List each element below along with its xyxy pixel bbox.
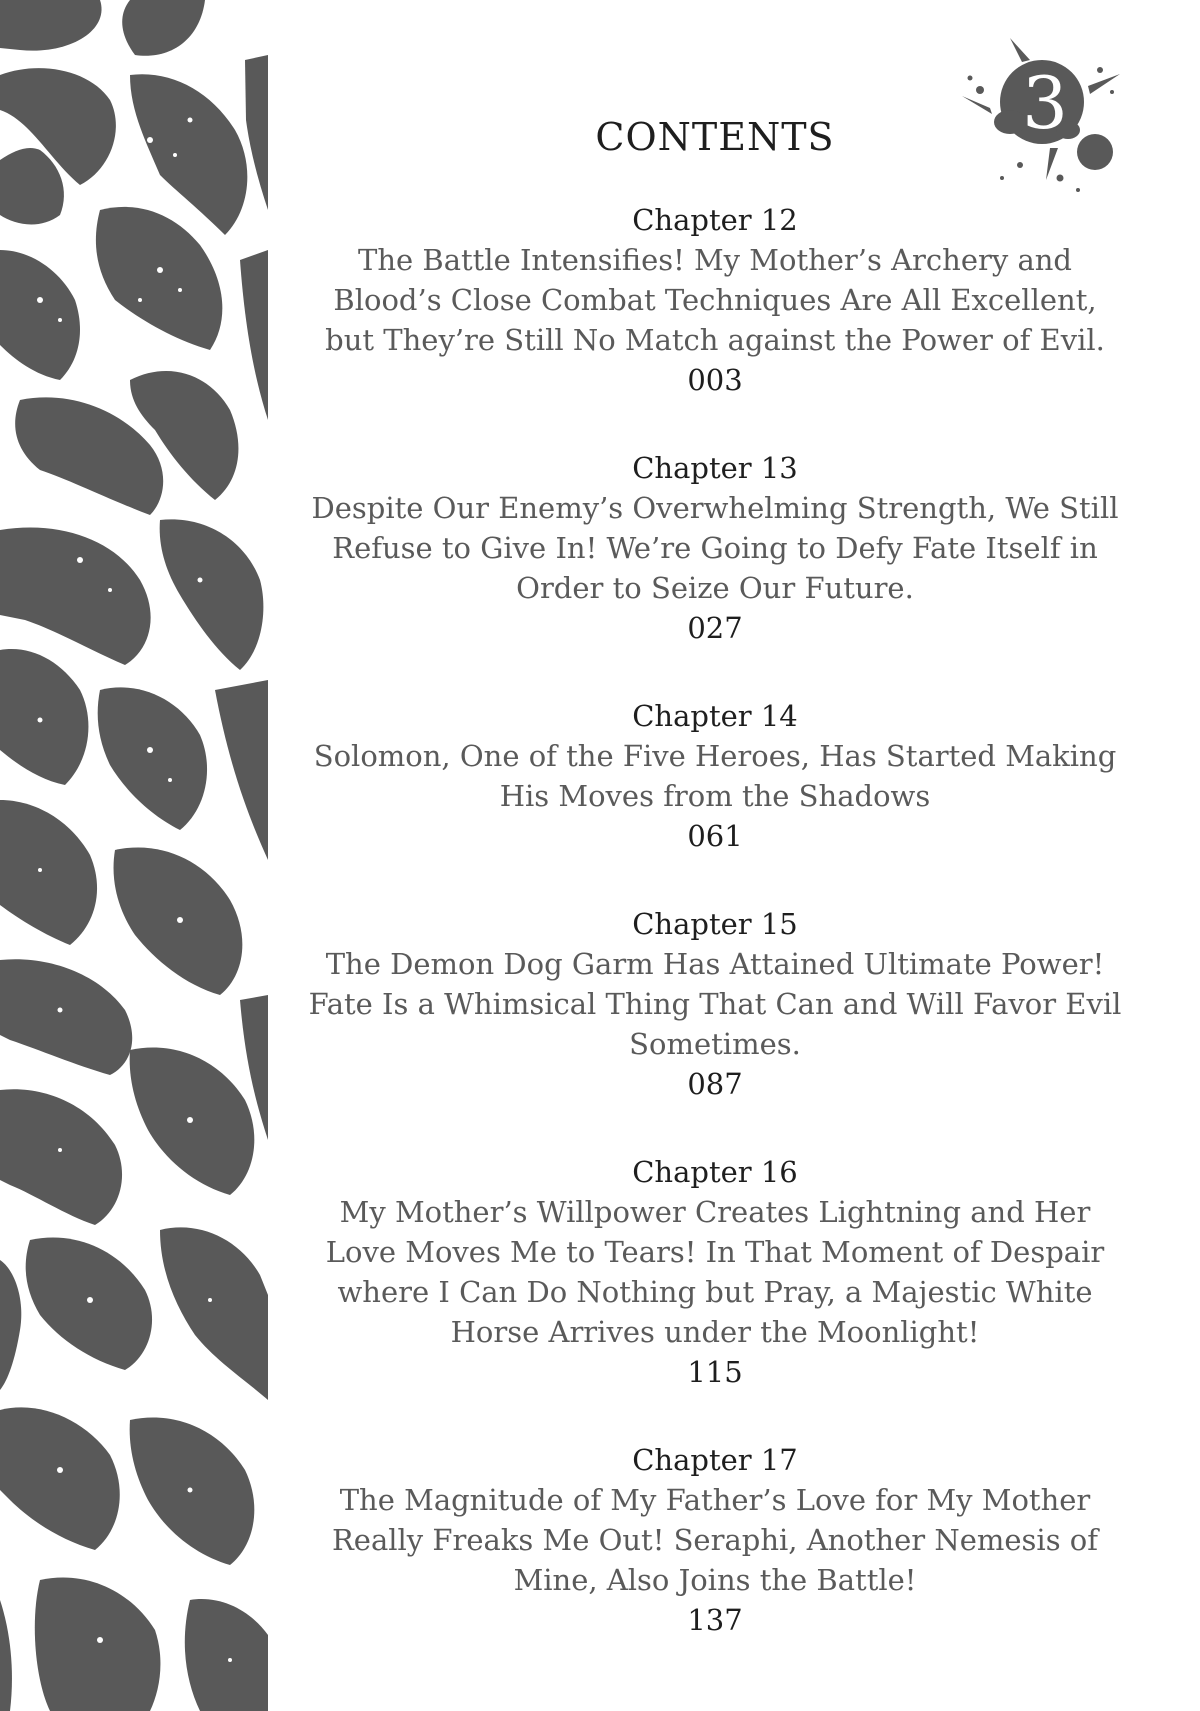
table-of-contents <box>300 200 1130 1640</box>
chapter-title: The Magnitude of My Father’s Love for My Mother Really Freaks Me Out! Seraphi, Another Nemesis of Mine, Also Joins the Battle! <box>331 1483 1099 1597</box>
page-number: 061 <box>687 819 743 853</box>
toc-entry[interactable] <box>300 200 1130 400</box>
toc-entry[interactable] <box>300 1440 1130 1640</box>
page-number: 115 <box>687 1355 743 1389</box>
chapter-title: The Battle Intensifies! My Mother’s Archery and Blood’s Close Combat Techniques Are All Excellent, but They’re Still No Match against the Power of Evil. <box>325 243 1105 357</box>
chapter-label: Chapter 13 <box>632 451 798 485</box>
chapter-label: Chapter 12 <box>632 203 798 237</box>
page-number: 027 <box>687 611 743 645</box>
page-number: 003 <box>687 363 743 397</box>
chapter-label: Chapter 17 <box>632 1443 798 1477</box>
page-number: 087 <box>687 1067 743 1101</box>
toc-entry[interactable] <box>300 448 1130 648</box>
chapter-title: Despite Our Enemy’s Overwhelming Strength, We Still Refuse to Give In! We’re Going to Defy Fate Itself in Order to Seize Our Future. <box>311 491 1119 605</box>
chapter-title: The Demon Dog Garm Has Attained Ultimate Power! Fate Is a Whimsical Thing That Can and Will Favor Evil Sometimes. <box>308 947 1122 1061</box>
toc-entry[interactable] <box>300 1152 1130 1392</box>
page-title: CONTENTS <box>595 115 835 159</box>
rose-pattern-decoration <box>0 0 268 1711</box>
toc-entry[interactable] <box>300 696 1130 856</box>
chapter-label: Chapter 16 <box>632 1155 798 1189</box>
chapter-title: Solomon, One of the Five Heroes, Has Started Making His Moves from the Shadows <box>313 739 1117 813</box>
chapter-title: My Mother’s Willpower Creates Lightning and Her Love Moves Me to Tears! In That Moment of Despair where I Can Do Nothing but Pray, a Majestic White Horse Arrives under the Moonlight! <box>325 1195 1105 1349</box>
page-number: 137 <box>687 1603 743 1637</box>
volume-number: 3 <box>1022 61 1068 145</box>
rose-pattern-icon <box>0 0 268 1711</box>
toc-entry[interactable] <box>300 904 1130 1104</box>
chapter-label: Chapter 14 <box>632 699 798 733</box>
chapter-label: Chapter 15 <box>632 907 798 941</box>
